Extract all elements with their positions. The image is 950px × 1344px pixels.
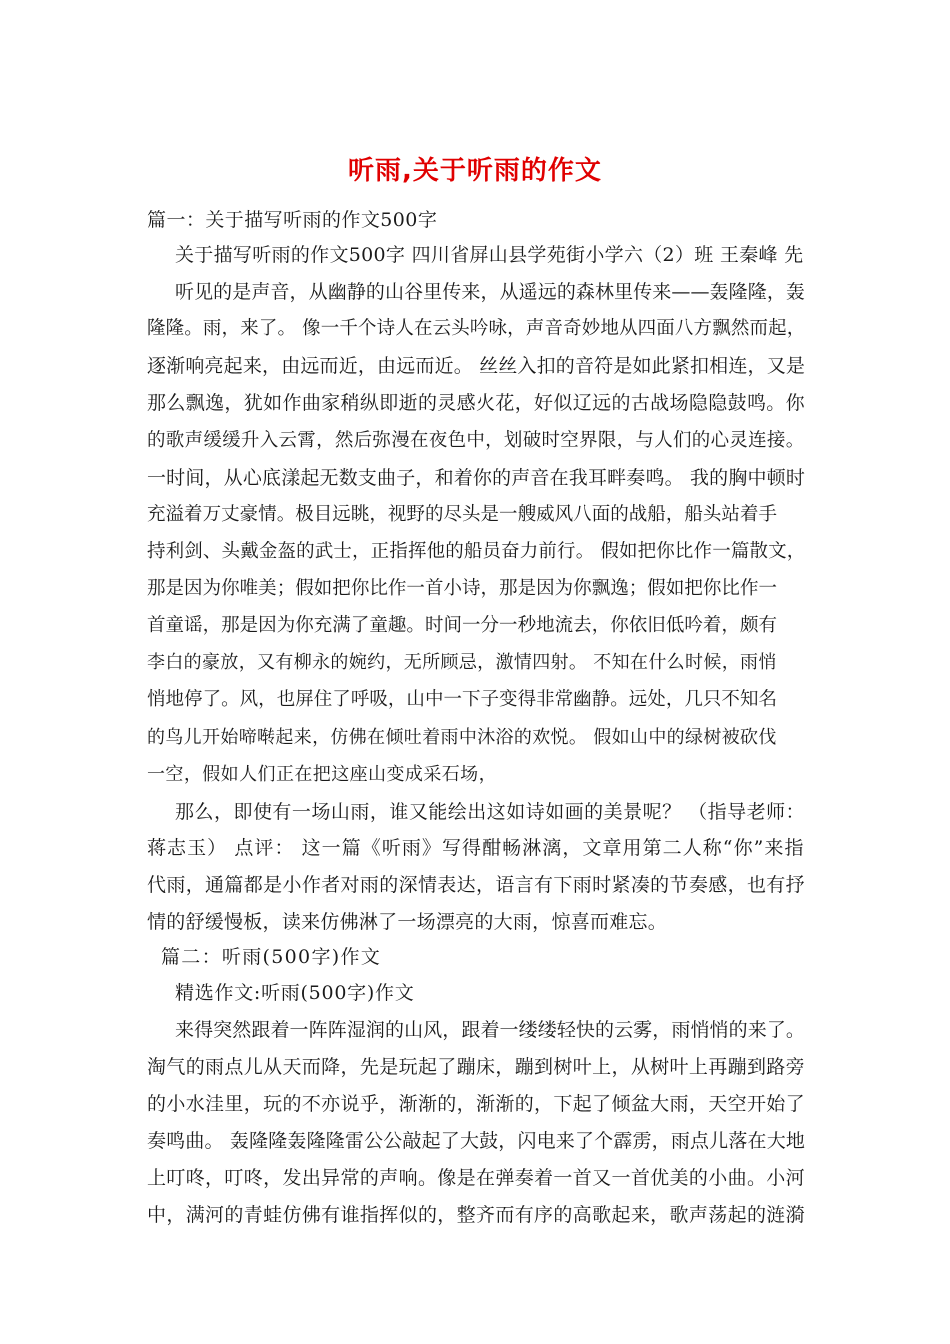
text-line: 李白的豪放，又有柳永的婉约，无所顾忌，激情四射。 不知在什么时候，雨悄 xyxy=(147,652,777,673)
text-line: 的小水洼里，玩的不亦说乎，渐渐的，渐渐的，下起了倾盆大雨，天空开始了 xyxy=(147,1093,806,1115)
text-line: 隆隆。雨，来了。 像一千个诗人在云头吟咏，声音奇妙地从四面八方飘然而起， xyxy=(147,318,806,339)
text-line: 首童谣，那是因为你充满了童趣。时间一分一秒地流去，你依旧低吟着，颇有 xyxy=(147,615,778,636)
text-line: 关于描写听雨的作文500字 四川省屏山县学苑街小学六（2）班 王秦峰 先 xyxy=(175,244,804,266)
text-line: 中，满河的青蛙仿佛有谁指挥似的，整齐而有序的高歌起来，歌声荡起的涟漪 xyxy=(147,1204,806,1226)
text-line: 逐渐响亮起来，由远而近，由远而近。 丝丝入扣的音符是如此紧扣相连，又是 xyxy=(147,355,806,377)
text-line: 充溢着万丈豪情。极目远眺，视野的尽头是一艘威风八面的战船，船头站着手 xyxy=(147,504,778,525)
text-line: 蒋志玉） 点评： 这一篇《听雨》写得酣畅淋漓，文章用第二人称“你”来指 xyxy=(147,837,805,859)
text-line: 那是因为你唯美；假如把你比作一首小诗，那是因为你飘逸；假如把你比作一 xyxy=(147,578,778,599)
text-line: 代雨，通篇都是小作者对雨的深情表达，语言有下雨时紧凑的节奏感，也有抒 xyxy=(147,874,806,896)
text-line: 上叮咚，叮咚，发出异常的声响。像是在弹奏着一首又一首优美的小曲。小河 xyxy=(147,1167,806,1189)
text-line: 听见的是声音，从幽静的山谷里传来，从遥远的森林里传来——轰隆隆，轰 xyxy=(175,281,806,303)
text-line: 悄地停了。风，也屏住了呼吸，山中一下子变得非常幽静。远处，几只不知名 xyxy=(147,689,778,710)
text-line: 一时间，从心底漾起无数支曲子，和着你的声音在我耳畔奏鸣。 我的胸中顿时 xyxy=(147,467,806,489)
text-line: 那么，即使有一场山雨，谁又能绘出这如诗如画的美景呢？ （指导老师： xyxy=(175,801,806,823)
text-line: 的歌声缓缓升入云霄，然后弥漫在夜色中，划破时空界限，与人们的心灵连接。 xyxy=(147,430,805,451)
text-line: 篇一：关于描写听雨的作文500字 xyxy=(147,209,438,231)
text-line: 的鸟儿开始啼啭起来，仿佛在倾吐着雨中沐浴的欢悦。 假如山中的绿树被砍伐 xyxy=(147,727,777,748)
text-line: 持利剑、头戴金盔的武士，正指挥他的船员奋力前行。 假如把你比作一篇散文， xyxy=(147,541,806,562)
text-line: 来得突然跟着一阵阵湿润的山风，跟着一缕缕轻快的云雾，雨悄悄的来了。 xyxy=(175,1019,806,1041)
text-line: 一空，假如人们正在把这座山变成采石场， xyxy=(147,764,497,785)
document-title: 听雨,关于听雨的作文 xyxy=(348,156,602,186)
text-line: 篇二：听雨(500字)作文 xyxy=(161,946,382,968)
text-line: 淘气的雨点儿从天而降，先是玩起了蹦床，蹦到树叶上，从树叶上再蹦到路旁 xyxy=(147,1056,806,1078)
text-line: 情的舒缓慢板，读来仿佛淋了一场漂亮的大雨，惊喜而难忘。 xyxy=(147,911,668,933)
text-line: 精选作文:听雨(500字)作文 xyxy=(175,982,415,1004)
text-line: 奏鸣曲。 轰隆隆轰隆隆雷公公敲起了大鼓，闪电来了个霹雳，雨点儿落在大地 xyxy=(147,1130,806,1152)
text-line: 那么飘逸，犹如作曲家稍纵即逝的灵感火花，好似辽远的古战场隐隐鼓鸣。你 xyxy=(147,392,806,414)
